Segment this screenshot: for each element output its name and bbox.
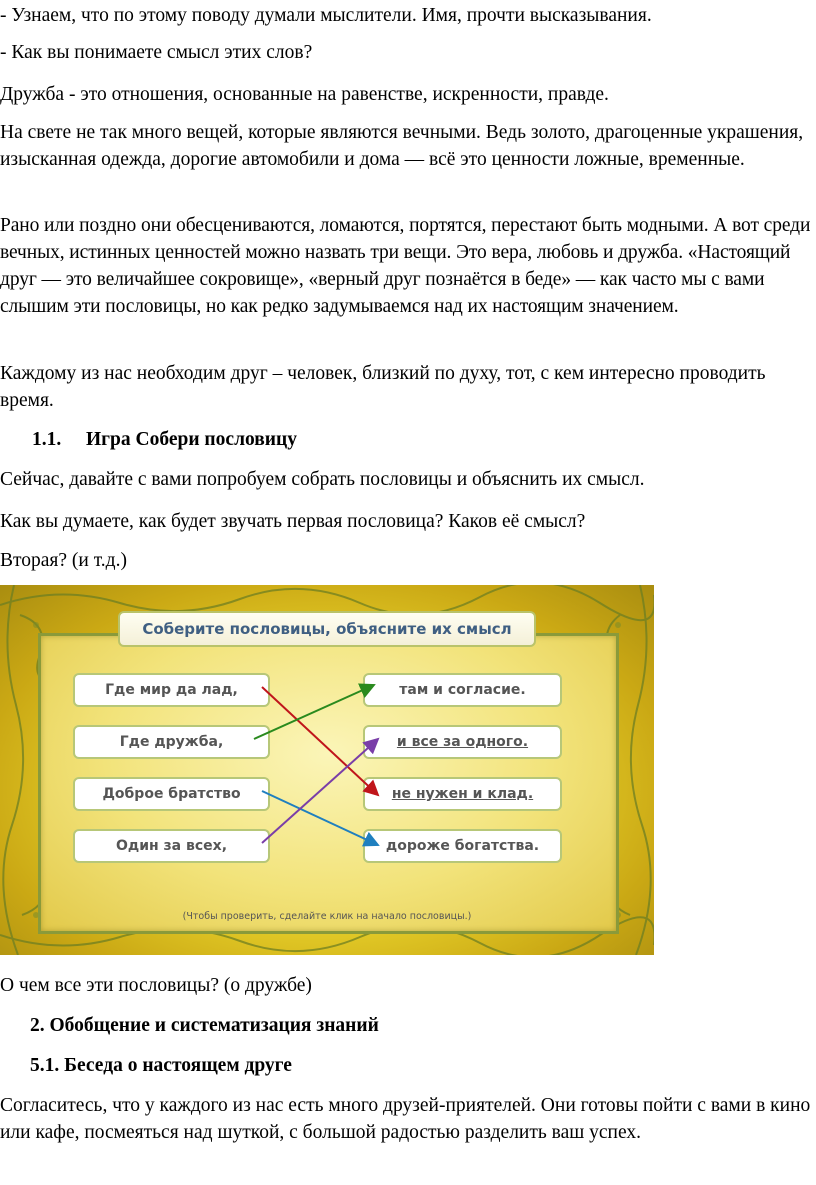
- heading-conversation: 5.1. Беседа о настоящем друге: [30, 1055, 292, 1076]
- paragraph-eternal-values: На свете не так много вещей, которые являются вечными. Ведь золото, драгоценные украшения, изысканная одежда, дорогие автомобили и дома — всё это ценности ложные, временные.: [0, 122, 804, 170]
- paragraph-true-values: Рано или поздно они обесцениваются, ломаются, портятся, перестают быть модными. А вот среди вечных, истинных ценностей можно назвать три вещи. Это вера, любовь и дружба. «Настоящий друг — это величайшее сокровище», «верный друг познаётся в беде» — как часто мы с вами слышим эти пословицы, но как редко задумываемся над их настоящим значением.: [0, 215, 811, 317]
- proverb-start-2[interactable]: Где дружба,: [73, 725, 270, 759]
- proverb-start-3[interactable]: Доброе братство: [73, 777, 270, 811]
- arrow-line-3: [262, 791, 378, 845]
- paragraph-definition: Дружба - это отношения, основанные на равенстве, искренности, правде.: [0, 84, 609, 105]
- heading-game: [0, 426, 812, 453]
- matching-arrows: [0, 585, 654, 955]
- slide-title: Соберите пословицы, объясните их смысл: [118, 611, 536, 647]
- arrow-line-1: [262, 687, 378, 795]
- paragraph-theme: О чем все эти пословицы? (о дружбе): [0, 975, 312, 996]
- slide-hint: (Чтобы проверить, сделайте клик на начало пословицы.): [182, 911, 472, 922]
- proverb-end-2: и все за одного.: [363, 725, 562, 759]
- proverb-start-1[interactable]: Где мир да лад,: [73, 673, 270, 707]
- proverb-end-3: не нужен и клад.: [363, 777, 562, 811]
- proverb-end-1: там и согласие.: [363, 673, 562, 707]
- paragraph-second: Вторая? (и т.д.): [0, 550, 127, 571]
- proverb-start-4[interactable]: Один за всех,: [73, 829, 270, 863]
- heading-generalization: 2. Обобщение и систематизация знаний: [30, 1015, 379, 1036]
- arrow-line-2: [254, 685, 374, 739]
- proverb-slide-image: [0, 585, 654, 955]
- heading-game-number: 1.1.: [32, 429, 62, 450]
- proverb-end-4: дороже богатства.: [363, 829, 562, 863]
- paragraph-friends: Согласитесь, что у каждого из нас есть много друзей-приятелей. Они готовы пойти с вами в кино или кафе, посмеяться над шуткой, с большой радостью разделить ваш успех.: [0, 1095, 811, 1143]
- arrow-line-4: [262, 739, 378, 843]
- heading-game-title: Игра Собери пословицу: [86, 429, 298, 450]
- paragraph-first-proverb: Как вы думаете, как будет звучать первая пословица? Каков её смысл?: [0, 511, 586, 532]
- paragraph-question: - Как вы понимаете смысл этих слов?: [0, 42, 313, 63]
- paragraph-friend-need: Каждому из нас необходим друг – человек, близкий по духу, тот, с кем интересно проводить время.: [0, 363, 766, 411]
- paragraph-task: Сейчас, давайте с вами попробуем собрать пословицы и объяснить их смысл.: [0, 469, 645, 490]
- paragraph-intro: - Узнаем, что по этому поводу думали мыслители. Имя, прочти высказывания.: [0, 5, 652, 26]
